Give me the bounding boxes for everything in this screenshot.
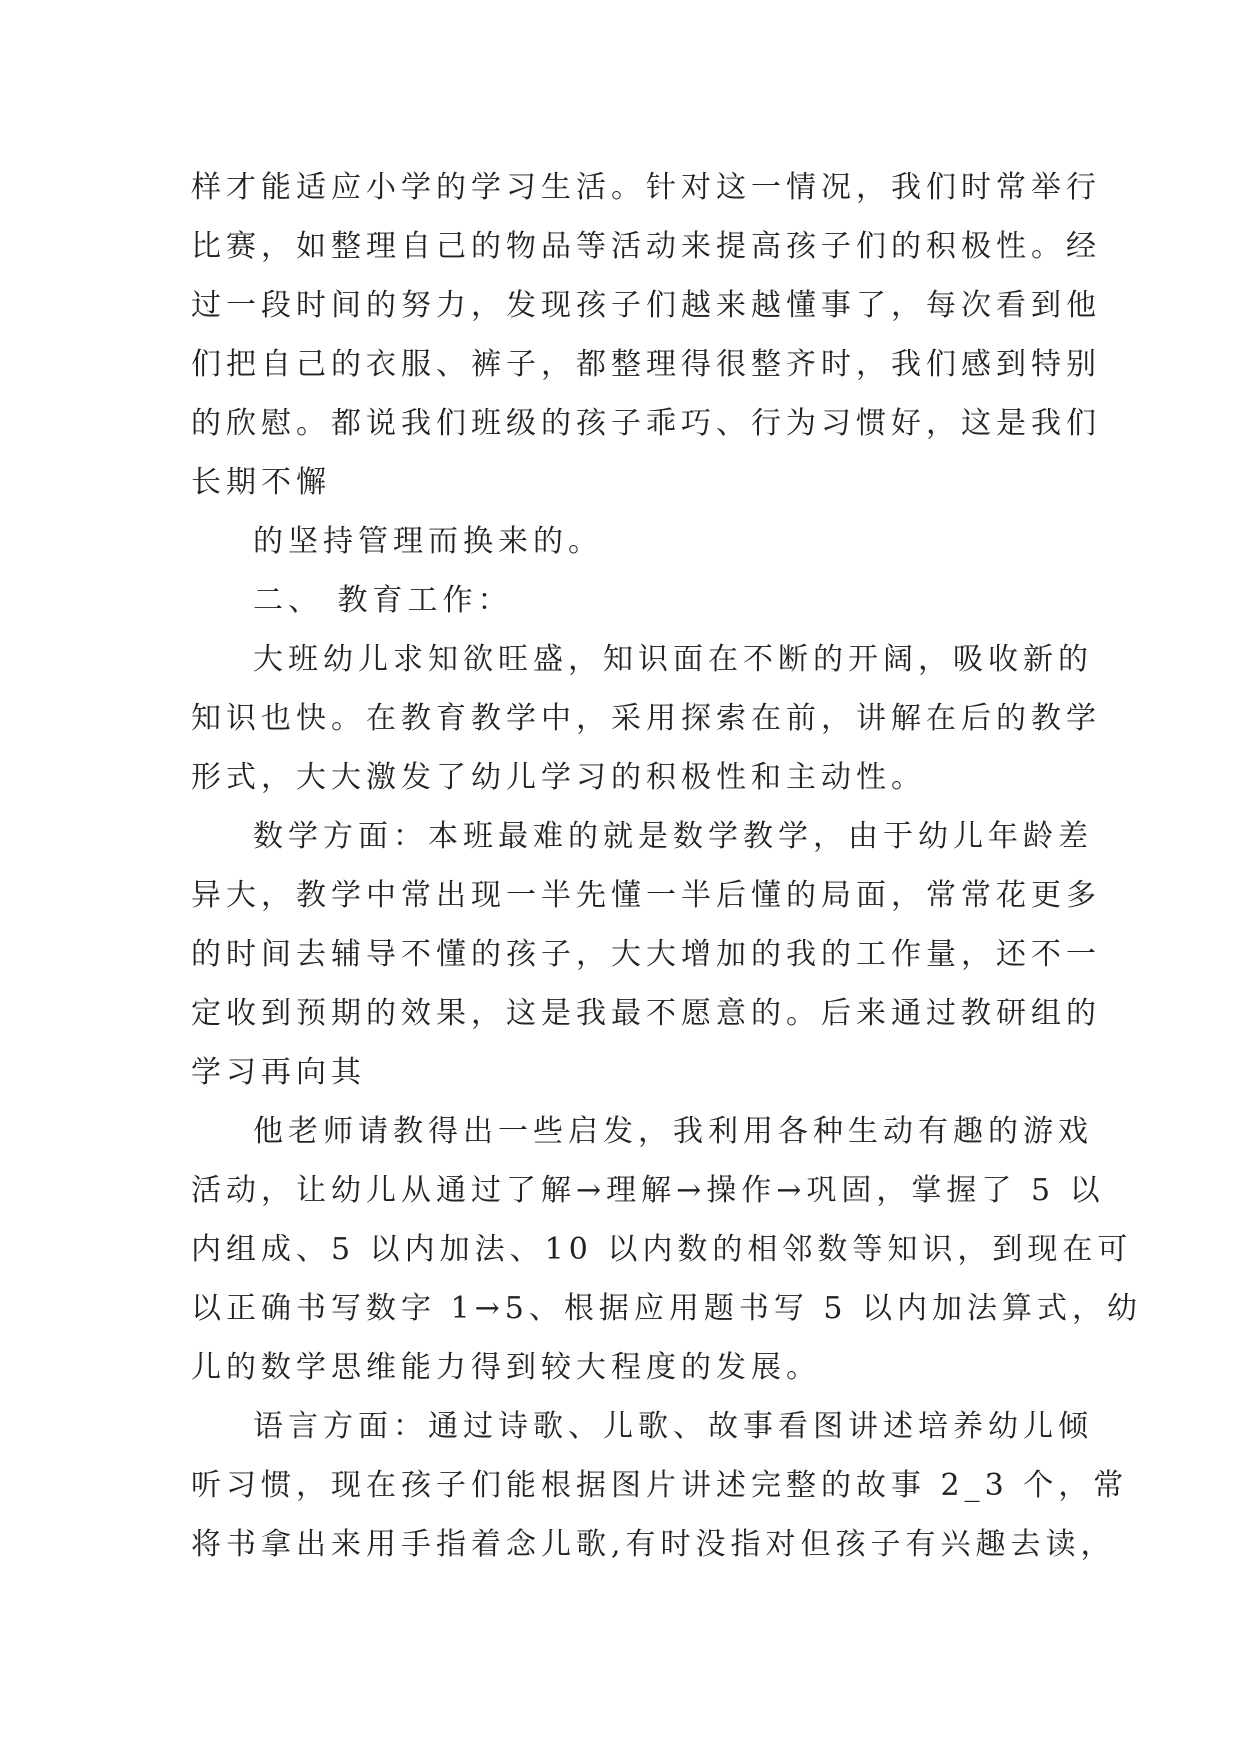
text-line: 比赛，如整理自己的物品等活动来提高孩子们的积极性。经 [191, 229, 1101, 264]
paragraph [191, 1397, 1129, 1574]
text-line: 过一段时间的努力，发现孩子们越来越懂事了，每次看到他 [191, 288, 1101, 323]
document-body [191, 158, 1143, 1574]
text-line: 内组成、5 以内加法、10 以内数的相邻数等知识，到现在可 [191, 1232, 1133, 1267]
text-line: 异大，教学中常出现一半先懂一半后懂的局面，常常花更多 [191, 878, 1101, 913]
text-line: 们把自己的衣服、裤子，都整理得很整齐时，我们感到特别 [191, 347, 1101, 382]
text-line: 活动，让幼儿从通过了解→理解→操作→巩固，掌握了 5 以 [191, 1173, 1105, 1208]
text-line: 语言方面：通过诗歌、儿歌、故事看图讲述培养幼儿倾 [253, 1409, 1093, 1444]
text-line: 将书拿出来用手指着念儿歌,有时没指对但孩子有兴趣去读， [191, 1527, 1116, 1562]
text-line: 形式，大大激发了幼儿学习的积极性和主动性。 [191, 760, 926, 795]
text-line: 儿的数学思维能力得到较大程度的发展。 [191, 1350, 821, 1385]
paragraph [191, 512, 1050, 571]
text-line: 学习再向其 [191, 1055, 366, 1090]
text-line: 大班幼儿求知欲旺盛，知识面在不断的开阔，吸收新的 [253, 642, 1093, 677]
text-line: 知识也快。在教育教学中，采用探索在前，讲解在后的教学 [191, 701, 1101, 736]
paragraph [191, 630, 1101, 807]
text-line: 以正确书写数字 1→5、根据应用题书写 5 以内加法算式，幼 [191, 1291, 1143, 1326]
text-line: 的欣慰。都说我们班级的孩子乖巧、行为习惯好，这是我们 [191, 406, 1101, 441]
text-line: 数学方面：本班最难的就是数学教学，由于幼儿年龄差 [253, 819, 1093, 854]
paragraph [191, 571, 1050, 630]
paragraph [191, 158, 1101, 512]
paragraph [191, 807, 1101, 1102]
text-line: 长期不懈 [191, 465, 331, 500]
paragraph [191, 1102, 1143, 1397]
text-line: 听习惯，现在孩子们能根据图片讲述完整的故事 2_3 个，常 [191, 1468, 1129, 1503]
text-line: 的时间去辅导不懂的孩子，大大增加的我的工作量，还不一 [191, 937, 1101, 972]
text-line: 样才能适应小学的学习生活。针对这一情况，我们时常举行 [191, 170, 1101, 205]
text-line: 二、 教育工作： [253, 583, 513, 618]
text-line: 的坚持管理而换来的。 [253, 524, 603, 559]
text-line: 定收到预期的效果，这是我最不愿意的。后来通过教研组的 [191, 996, 1101, 1031]
text-line: 他老师请教得出一些启发，我利用各种生动有趣的游戏 [253, 1114, 1093, 1149]
